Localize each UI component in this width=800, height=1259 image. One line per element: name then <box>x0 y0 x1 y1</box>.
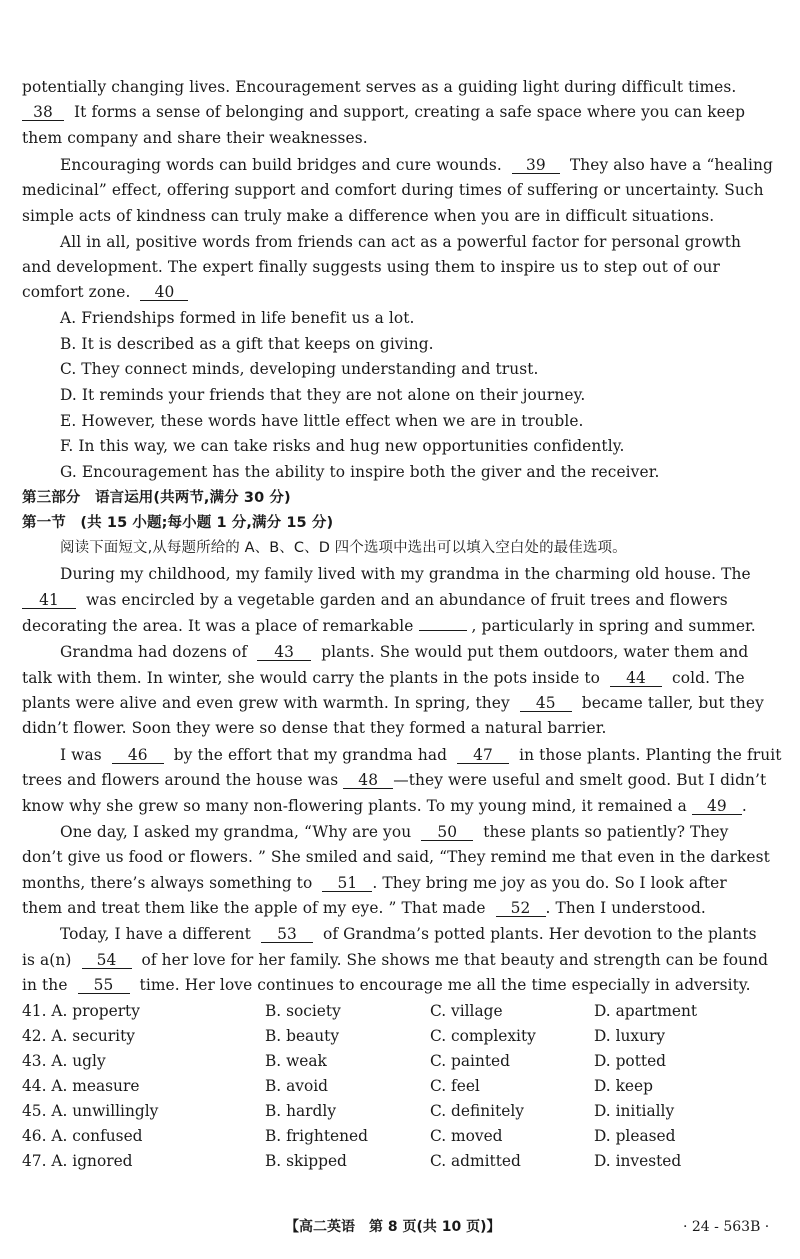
choice-b[interactable]: B. weak <box>265 1052 327 1070</box>
option-e: E. However, these words have little effect when we are in trouble. <box>60 412 584 430</box>
choice-b[interactable]: B. frightened <box>265 1127 369 1145</box>
cloze-line: Today, I have a different 53 of Grandma’s potted plants. Her devotion to the plants <box>60 925 757 943</box>
cloze-line: is a(n) 54 of her love for her family. She shows me that beauty and strength can be found <box>22 951 769 969</box>
cloze-line: plants were alive and even grew with warmth. In spring, they 45 became taller, but they <box>22 694 764 712</box>
section-subheading: 第一节 (共 15 小题;每小题 1 分,满分 15 分) <box>22 515 334 531</box>
answer-blank-38[interactable]: 38 <box>22 104 64 121</box>
passage-line: them company and share their weaknesses. <box>22 129 368 147</box>
cloze-line: During my childhood, my family lived with my grandma in the charming old house. The <box>60 565 751 583</box>
cloze-line: months, there’s always something to 51 . They bring me joy as you do. So I look after <box>22 874 727 892</box>
choice-d[interactable]: D. invested <box>594 1152 682 1170</box>
choice-c[interactable]: C. feel <box>430 1077 480 1095</box>
answer-blank-49[interactable]: 49 <box>692 798 742 815</box>
page-code: · 24 - 563B · <box>683 1219 770 1235</box>
cloze-line: them and treat them like the apple of my eye. ” That made 52 . Then I understood. <box>22 899 706 917</box>
question-45 <box>22 1100 766 1122</box>
passage-line: All in all, positive words from friends can act as a powerful factor for personal growth <box>60 233 742 251</box>
answer-blank-54[interactable]: 54 <box>82 952 132 969</box>
choice-c[interactable]: C. village <box>430 1002 503 1020</box>
choice-d[interactable]: D. apartment <box>594 1002 698 1020</box>
answer-blank-55[interactable]: 55 <box>78 977 130 994</box>
cloze-line: decorating the area. It was a place of remarkable , particularly in spring and summer. <box>22 617 756 635</box>
question-44 <box>22 1075 766 1097</box>
cloze-line: didn’t flower. Soon they were so dense that they formed a natural barrier. <box>22 719 607 737</box>
cloze-line: trees and flowers around the house was 48 —they were useful and smelt good. But I didn’t <box>22 771 767 789</box>
choice-d[interactable]: D. pleased <box>594 1127 676 1145</box>
answer-blank-39[interactable]: 39 <box>512 157 560 174</box>
passage-line: simple acts of kindness can truly make a difference when you are in difficult situations. <box>22 207 715 225</box>
passage-line: comfort zone. 40 <box>22 281 766 303</box>
option-f: F. In this way, we can take risks and hug new opportunities confidently. <box>60 437 625 455</box>
passage-line: potentially changing lives. Encouragement serves as a guiding light during difficult times. <box>22 78 737 96</box>
choice-a[interactable]: 42. A. security <box>22 1027 135 1045</box>
choice-a[interactable]: 44. A. measure <box>22 1077 140 1095</box>
answer-blank-44[interactable]: 44 <box>610 670 662 687</box>
choice-b[interactable]: B. avoid <box>265 1077 329 1095</box>
option-b: B. It is described as a gift that keeps on giving. <box>60 335 434 353</box>
answer-blank-48[interactable]: 48 <box>343 772 393 789</box>
cloze-line: don’t give us food or flowers. ” She smiled and said, “They remind me that even in the darkest <box>22 848 770 866</box>
choice-a[interactable]: 47. A. ignored <box>22 1152 133 1170</box>
answer-blank-51[interactable]: 51 <box>322 875 372 892</box>
answer-blank-45[interactable]: 45 <box>520 695 572 712</box>
cloze-line: in the 55 time. Her love continues to encourage me all the time especially in adversity. <box>22 976 751 994</box>
choice-b[interactable]: B. skipped <box>265 1152 347 1170</box>
cloze-line: I was 46 by the effort that my grandma had 47 in those plants. Planting the fruit <box>60 746 782 764</box>
cloze-line: talk with them. In winter, she would carry the plants in the pots inside to 44 cold. The <box>22 669 745 687</box>
choice-b[interactable]: B. hardly <box>265 1102 337 1120</box>
cloze-line: Grandma had dozens of 43 plants. She would put them outdoors, water them and <box>60 643 749 661</box>
passage-line: medicinal” effect, offering support and comfort during times of suffering or uncertainty. Such <box>22 181 764 199</box>
answer-blank-53[interactable]: 53 <box>261 926 313 943</box>
answer-blank-43[interactable]: 43 <box>257 644 311 661</box>
choice-d[interactable]: D. luxury <box>594 1027 666 1045</box>
passage-line: 38 It forms a sense of belonging and support, creating a safe space where you can keep <box>22 101 766 123</box>
cloze-line: 41 was encircled by a vegetable garden and an abundance of fruit trees and flowers <box>22 589 766 611</box>
passage-line: and development. The expert finally suggests using them to inspire us to step out of our <box>22 258 720 276</box>
answer-blank-42[interactable] <box>419 630 467 631</box>
cloze-line: know why she grew so many non-flowering plants. To my young mind, it remained a 49 . <box>22 797 747 815</box>
answer-blank-52[interactable]: 52 <box>496 900 546 917</box>
choice-d[interactable]: D. potted <box>594 1052 667 1070</box>
question-43 <box>22 1050 766 1072</box>
option-a: A. Friendships formed in life benefit us a lot. <box>60 309 415 327</box>
choice-c[interactable]: C. definitely <box>430 1102 524 1120</box>
option-c: C. They connect minds, developing understanding and trust. <box>60 360 539 378</box>
question-46 <box>22 1125 766 1147</box>
section-heading: 第三部分 语言运用(共两节,满分 30 分) <box>22 490 291 506</box>
choice-c[interactable]: C. moved <box>430 1127 503 1145</box>
section-instruction: 阅读下面短文,从每题所给的 A、B、C、D 四个选项中选出可以填入空白处的最佳选项。 <box>60 540 627 556</box>
page-footer-label: 【高二英语 第 8 页(共 10 页)】 <box>285 1219 501 1235</box>
choice-a[interactable]: 46. A. confused <box>22 1127 143 1145</box>
option-g: G. Encouragement has the ability to inspire both the giver and the receiver. <box>60 463 660 481</box>
answer-blank-40[interactable]: 40 <box>140 284 188 301</box>
choice-c[interactable]: C. painted <box>430 1052 511 1070</box>
cloze-line: One day, I asked my grandma, “Why are you 50 these plants so patiently? They <box>60 823 729 841</box>
option-d: D. It reminds your friends that they are not alone on their journey. <box>60 386 586 404</box>
answer-blank-47[interactable]: 47 <box>457 747 509 764</box>
question-41 <box>22 1000 766 1022</box>
choice-d[interactable]: D. keep <box>594 1077 653 1095</box>
choice-a[interactable]: 45. A. unwillingly <box>22 1102 159 1120</box>
choice-b[interactable]: B. beauty <box>265 1027 340 1045</box>
choice-d[interactable]: D. initially <box>594 1102 675 1120</box>
choice-c[interactable]: C. admitted <box>430 1152 521 1170</box>
choice-a[interactable]: 41. A. property <box>22 1002 140 1020</box>
passage-line: Encouraging words can build bridges and cure wounds. 39 They also have a “healing <box>60 156 773 174</box>
choice-b[interactable]: B. society <box>265 1002 341 1020</box>
choice-c[interactable]: C. complexity <box>430 1027 536 1045</box>
answer-blank-50[interactable]: 50 <box>421 824 473 841</box>
answer-blank-46[interactable]: 46 <box>112 747 164 764</box>
question-47 <box>22 1150 766 1172</box>
choice-a[interactable]: 43. A. ugly <box>22 1052 106 1070</box>
question-42 <box>22 1025 766 1047</box>
answer-blank-41[interactable]: 41 <box>22 592 76 609</box>
